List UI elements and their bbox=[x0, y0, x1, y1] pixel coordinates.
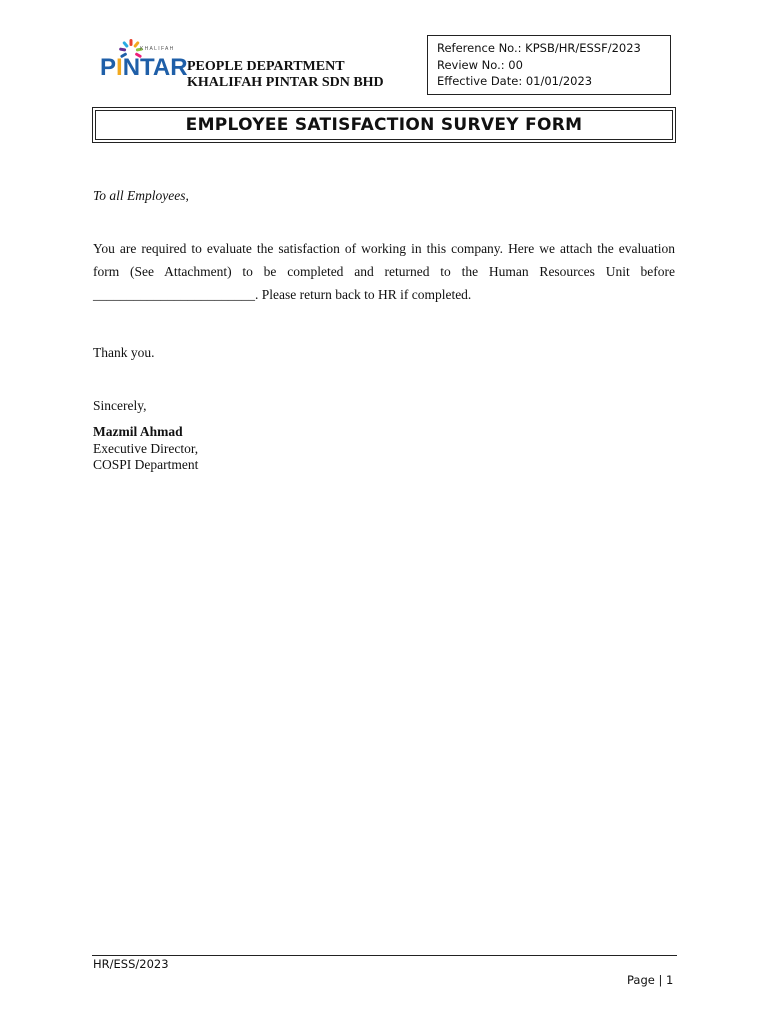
company-name: KHALIFAH PINTAR SDN BHD bbox=[187, 75, 384, 90]
logo-small-text: KHALIFAH bbox=[140, 46, 175, 52]
logo-letter-p: P bbox=[100, 54, 117, 81]
closing-line: Sincerely, bbox=[93, 398, 147, 413]
logo-wordmark bbox=[100, 54, 188, 82]
footer-doc-code: HR/ESS/2023 bbox=[93, 957, 169, 971]
body-paragraph: You are required to evaluate the satisfaction of working in this company. Here we attach the evaluation form (See Attachment) to be completed and returned to the Human Resources Unit before ________________________. Please return back to HR if completed. bbox=[93, 241, 675, 302]
department-heading bbox=[187, 59, 384, 91]
form-title: EMPLOYEE SATISFACTION SURVEY FORM bbox=[95, 110, 673, 140]
signer-name: Mazmil Ahmad bbox=[93, 424, 183, 439]
reference-number: Reference No.: KPSB/HR/ESSF/2023 bbox=[437, 41, 641, 55]
greeting: To all Employees, bbox=[93, 188, 189, 203]
page-number: Page | 1 bbox=[627, 973, 674, 987]
signature-block bbox=[93, 424, 198, 474]
department-name: PEOPLE DEPARTMENT bbox=[187, 59, 345, 74]
thanks-line: Thank you. bbox=[93, 345, 155, 360]
footer-divider bbox=[92, 955, 677, 956]
signer-title: Executive Director, bbox=[93, 440, 199, 456]
logo-letters-rest: NTAR bbox=[122, 54, 188, 81]
review-number: Review No.: 00 bbox=[437, 57, 523, 72]
document-reference-box bbox=[427, 35, 671, 95]
effective-date: Effective Date: 01/01/2023 bbox=[437, 74, 593, 88]
title-box bbox=[92, 107, 676, 143]
signer-department: COSPI Department bbox=[93, 457, 199, 472]
logo-letter-i: I bbox=[116, 54, 123, 81]
